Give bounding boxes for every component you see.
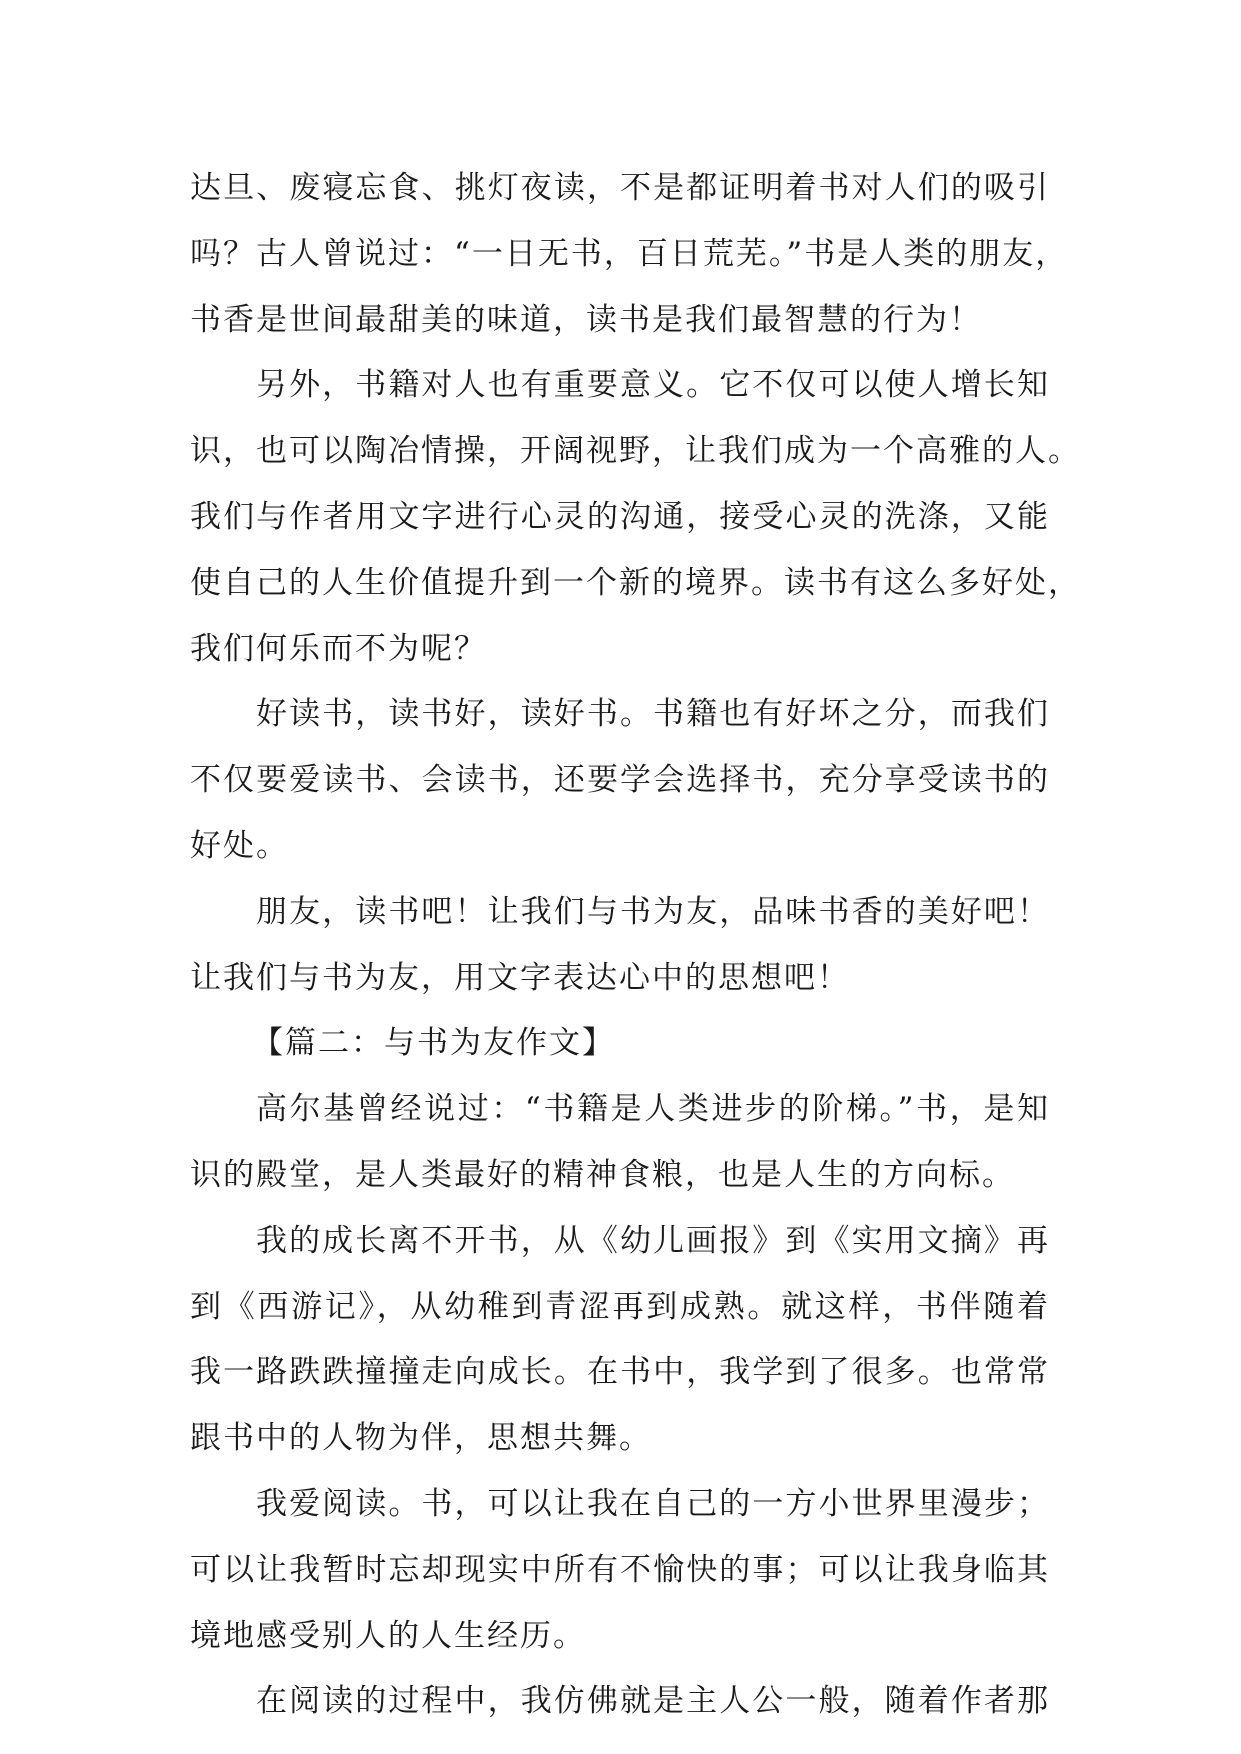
text-line: 境地感受别人的人生经历。: [190, 1617, 586, 1654]
paragraph-start-line: 朋友，读书吧！让我们与书为友，品味书香的美好吧！: [256, 893, 1050, 930]
text-line: 识的殿堂，是人类最好的精神食粮，也是人生的方向标。: [190, 1156, 1015, 1193]
text-line: 我们何乐而不为呢？: [190, 630, 487, 667]
text-line: 让我们与书为友，用文字表达心中的思想吧！: [190, 959, 850, 996]
text-line: 使自己的人生价值提升到一个新的境界。读书有这么多好处，: [190, 564, 1081, 601]
text-line: 达旦、废寝忘食、挑灯夜读，不是都证明着书对人们的吸引: [190, 170, 1050, 206]
text-line: 识，也可以陶冶情操，开阔视野，让我们成为一个高雅的人。: [190, 433, 1081, 470]
text-line: 可以让我暂时忘却现实中所有不愉快的事；可以让我身临其: [190, 1551, 1050, 1588]
text-line: 跟书中的人物为伴，思想共舞。: [190, 1420, 652, 1457]
paragraph-start-line: 在阅读的过程中，我仿佛就是主人公一般，随着作者那: [256, 1683, 1050, 1720]
text-line: 吗？古人曾说过：“一日无书，百日荒芜。”书是人类的朋友，: [190, 235, 1069, 272]
paragraph-start-line: 我爱阅读。书，可以让我在自己的一方小世界里漫步；: [256, 1485, 1050, 1522]
paragraph-start-line: 高尔基曾经说过：“书籍是人类进步的阶梯。”书，是知: [256, 1091, 1050, 1128]
paragraph-start-line: 另外，书籍对人也有重要意义。它不仅可以使人增长知: [256, 367, 1050, 404]
paragraph-start-line: 好读书，读书好，读好书。书籍也有好坏之分，而我们: [256, 696, 1050, 733]
document-body: [190, 156, 1081, 1735]
section-heading: 【篇二：与书为友作文】: [252, 1025, 615, 1062]
paragraph-start-line: 我的成长离不开书，从《幼儿画报》到《实用文摘》再: [256, 1222, 1050, 1259]
text-line: 到《西游记》，从幼稚到青涩再到成熟。就这样，书伴随着: [190, 1288, 1050, 1325]
text-line: 书香是世间最甜美的味道，读书是我们最智慧的行为！: [190, 301, 982, 338]
text-line: 我一路跌跌撞撞走向成长。在书中，我学到了很多。也常常: [190, 1354, 1050, 1391]
text-line: 好处。: [190, 827, 289, 864]
text-line: 不仅要爱读书、会读书，还要学会选择书，充分享受读书的: [190, 762, 1050, 799]
text-line: 我们与作者用文字进行心灵的沟通，接受心灵的洗涤，又能: [190, 498, 1050, 535]
